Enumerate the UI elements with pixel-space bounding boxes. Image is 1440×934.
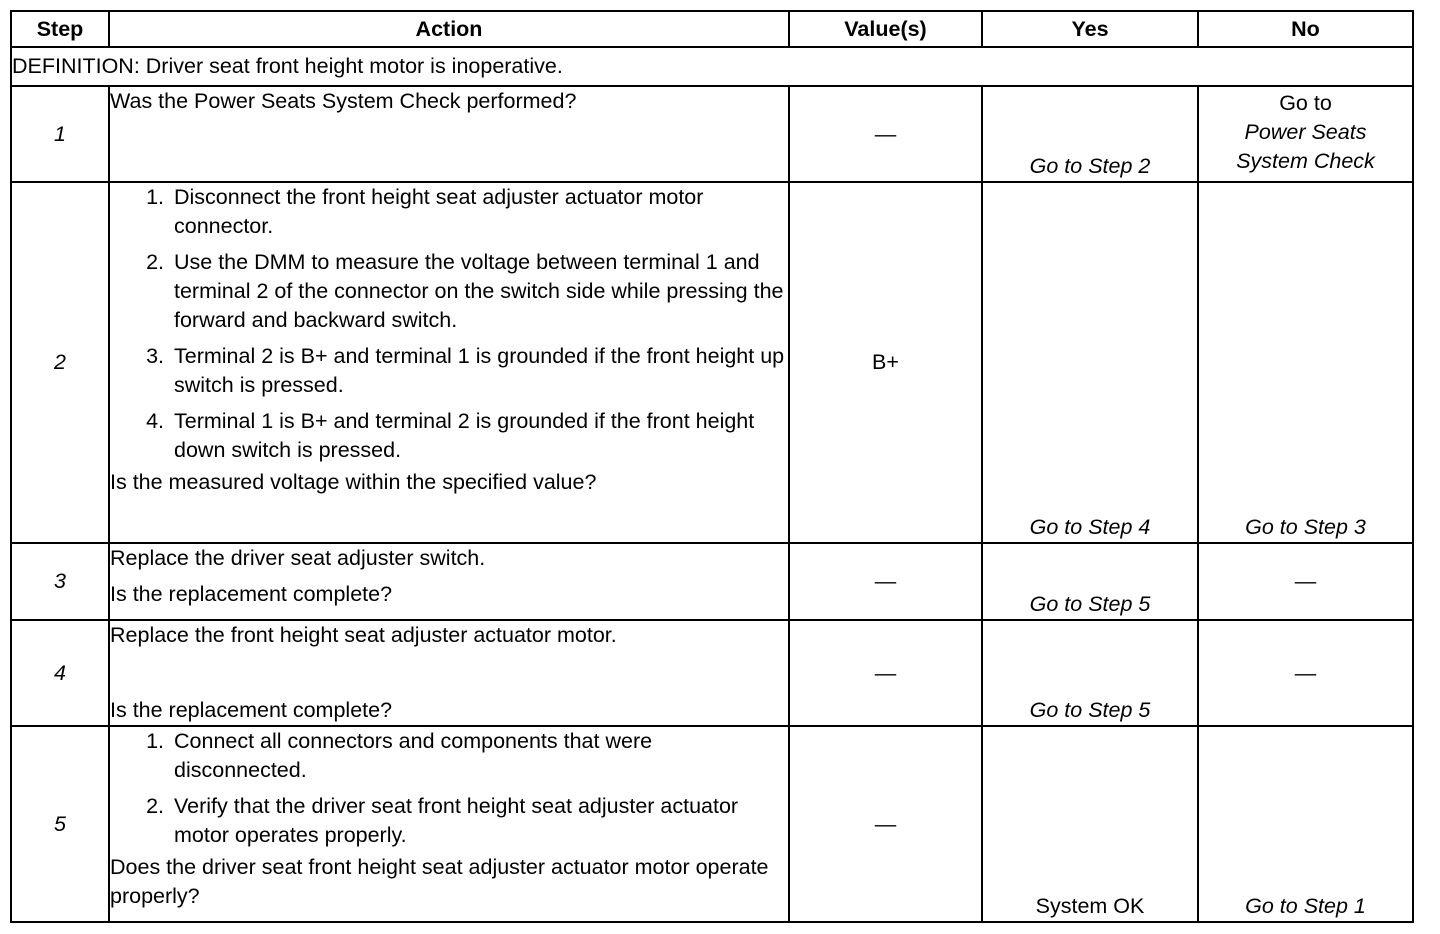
- list-item-text: Verify that the driver seat front height seat adjuster actuator motor operates properly.: [174, 794, 739, 847]
- list-item-number: 1.: [146, 729, 164, 753]
- table-row-step-2: [11, 182, 1413, 543]
- list-item-text: Connect all connectors and components that were disconnected.: [174, 729, 653, 782]
- value-cell: —: [789, 543, 982, 620]
- table-row-step-3: [11, 543, 1413, 620]
- no-line-2: Power Seats: [1244, 120, 1367, 144]
- value-cell: B+: [789, 182, 982, 543]
- no-cell: —: [1198, 543, 1413, 620]
- header-no: No: [1198, 11, 1413, 47]
- value-cell: —: [789, 726, 982, 922]
- diagnostic-table: [10, 10, 1414, 923]
- step-number: 5: [11, 726, 109, 922]
- list-item: [110, 342, 788, 400]
- list-item-text: Use the DMM to measure the voltage between terminal 1 and terminal 2 of the connector on the switch side while pressing the forward and backward switch.: [174, 250, 784, 332]
- yes-cell: System OK: [982, 726, 1198, 922]
- action-list: [110, 727, 788, 850]
- step-number: 2: [11, 182, 109, 543]
- header-step: Step: [11, 11, 109, 47]
- action-question: Does the driver seat front height seat adjuster actuator motor operate properly?: [110, 855, 769, 908]
- no-cell: Go to Step 3: [1198, 182, 1413, 543]
- table-row-step-4: [11, 620, 1413, 726]
- yes-cell: Go to Step 2: [982, 86, 1198, 182]
- list-item-text: Terminal 2 is B+ and terminal 1 is grounded if the front height up switch is pressed.: [174, 344, 785, 397]
- no-cell: [1198, 86, 1413, 182]
- list-item-number: 4.: [146, 409, 164, 433]
- action-instruction: Replace the front height seat adjuster actuator motor.: [110, 623, 617, 647]
- action-instruction: Replace the driver seat adjuster switch.: [110, 546, 486, 570]
- table-row-step-1: [11, 86, 1413, 182]
- no-cell: Go to Step 1: [1198, 726, 1413, 922]
- definition-text: DEFINITION: Driver seat front height motor is inoperative.: [11, 47, 1413, 86]
- list-item: [110, 407, 788, 465]
- header-values: Value(s): [789, 11, 982, 47]
- list-item-number: 1.: [146, 185, 164, 209]
- action-cell: [109, 86, 789, 182]
- yes-cell: Go to Step 4: [982, 182, 1198, 543]
- action-cell: [109, 620, 789, 726]
- action-list: [110, 183, 788, 465]
- list-item-number: 2.: [146, 250, 164, 274]
- list-item-number: 3.: [146, 344, 164, 368]
- step-number: 3: [11, 543, 109, 620]
- list-item: [110, 248, 788, 335]
- list-item-text: Disconnect the front height seat adjuster actuator motor connector.: [174, 185, 704, 238]
- no-cell: —: [1198, 620, 1413, 726]
- value-cell: —: [789, 86, 982, 182]
- table-row-step-5: [11, 726, 1413, 922]
- no-line-1: Go to: [1279, 91, 1332, 115]
- value-cell: —: [789, 620, 982, 726]
- definition-row: [11, 47, 1413, 86]
- action-question: Is the measured voltage within the specified value?: [110, 470, 597, 494]
- yes-cell: Go to Step 5: [982, 620, 1198, 726]
- action-question: Was the Power Seats System Check performed?: [110, 89, 577, 113]
- action-cell: [109, 726, 789, 922]
- list-item: [110, 727, 788, 785]
- list-item-number: 2.: [146, 794, 164, 818]
- action-cell: [109, 182, 789, 543]
- list-item: [110, 792, 788, 850]
- header-row: [11, 11, 1413, 47]
- step-number: 1: [11, 86, 109, 182]
- step-number: 4: [11, 620, 109, 726]
- header-yes: Yes: [982, 11, 1198, 47]
- action-question: Is the replacement complete?: [110, 582, 393, 606]
- header-action: Action: [109, 11, 789, 47]
- action-question: Is the replacement complete?: [110, 698, 393, 722]
- yes-cell: Go to Step 5: [982, 543, 1198, 620]
- list-item: [110, 183, 788, 241]
- list-item-text: Terminal 1 is B+ and terminal 2 is grounded if the front height down switch is pressed.: [174, 409, 755, 462]
- action-cell: [109, 543, 789, 620]
- no-line-3: System Check: [1236, 149, 1375, 173]
